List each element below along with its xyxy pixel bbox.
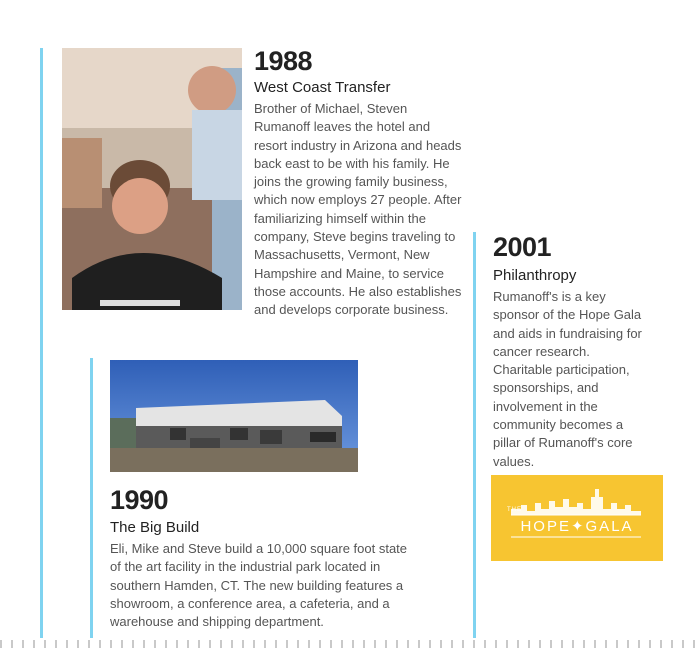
timeline-line-left — [40, 48, 43, 638]
title-west-coast-transfer: West Coast Transfer — [254, 79, 391, 96]
description-2001: Rumanoff's is a key sponsor of the Hope Gala and aids in fundraising for cancer research. Charitable participation, sponsorships, and involvement in the community becomes a pillar of Rumanoff's core values. — [493, 289, 642, 469]
gala-logo-text: HOPE✦GALA — [520, 518, 634, 535]
year-2001: 2001 — [493, 232, 552, 262]
year-1990: 1990 — [110, 485, 169, 515]
title-the-big-build: The Big Build — [110, 519, 200, 536]
year-1988: 1988 — [254, 46, 313, 76]
description-1990: Eli, Mike and Steve build a 10,000 square foot state of the art facility in the industrial park located in southern Hamden, CT. The new building features a showroom, a conference area, a cafeteria, and a warehouse and shipping department. — [110, 541, 408, 630]
timeline-tick-ruler — [0, 640, 700, 648]
description-1988: Brother of Michael, Steven Rumanoff leaves the hotel and resort industry in Arizona and heads back east to be with his family. He joins the growing family business, which now employs 27 people. After familiarizing himself within the company, Steve begins traveling to Massachusetts, Vermont, New Hampshire and Maine, to service those accounts. He also establishes and develops corporate business. — [254, 101, 462, 318]
title-philanthropy: Philanthropy — [493, 267, 577, 284]
timeline-line-middle — [473, 232, 476, 638]
photo-building — [110, 360, 358, 472]
timeline-line-lower — [90, 358, 93, 638]
gala-logo-small-text: THE — [507, 507, 522, 513]
hope-gala-logo — [491, 475, 663, 561]
photo-steven-rumanoff — [62, 48, 242, 310]
